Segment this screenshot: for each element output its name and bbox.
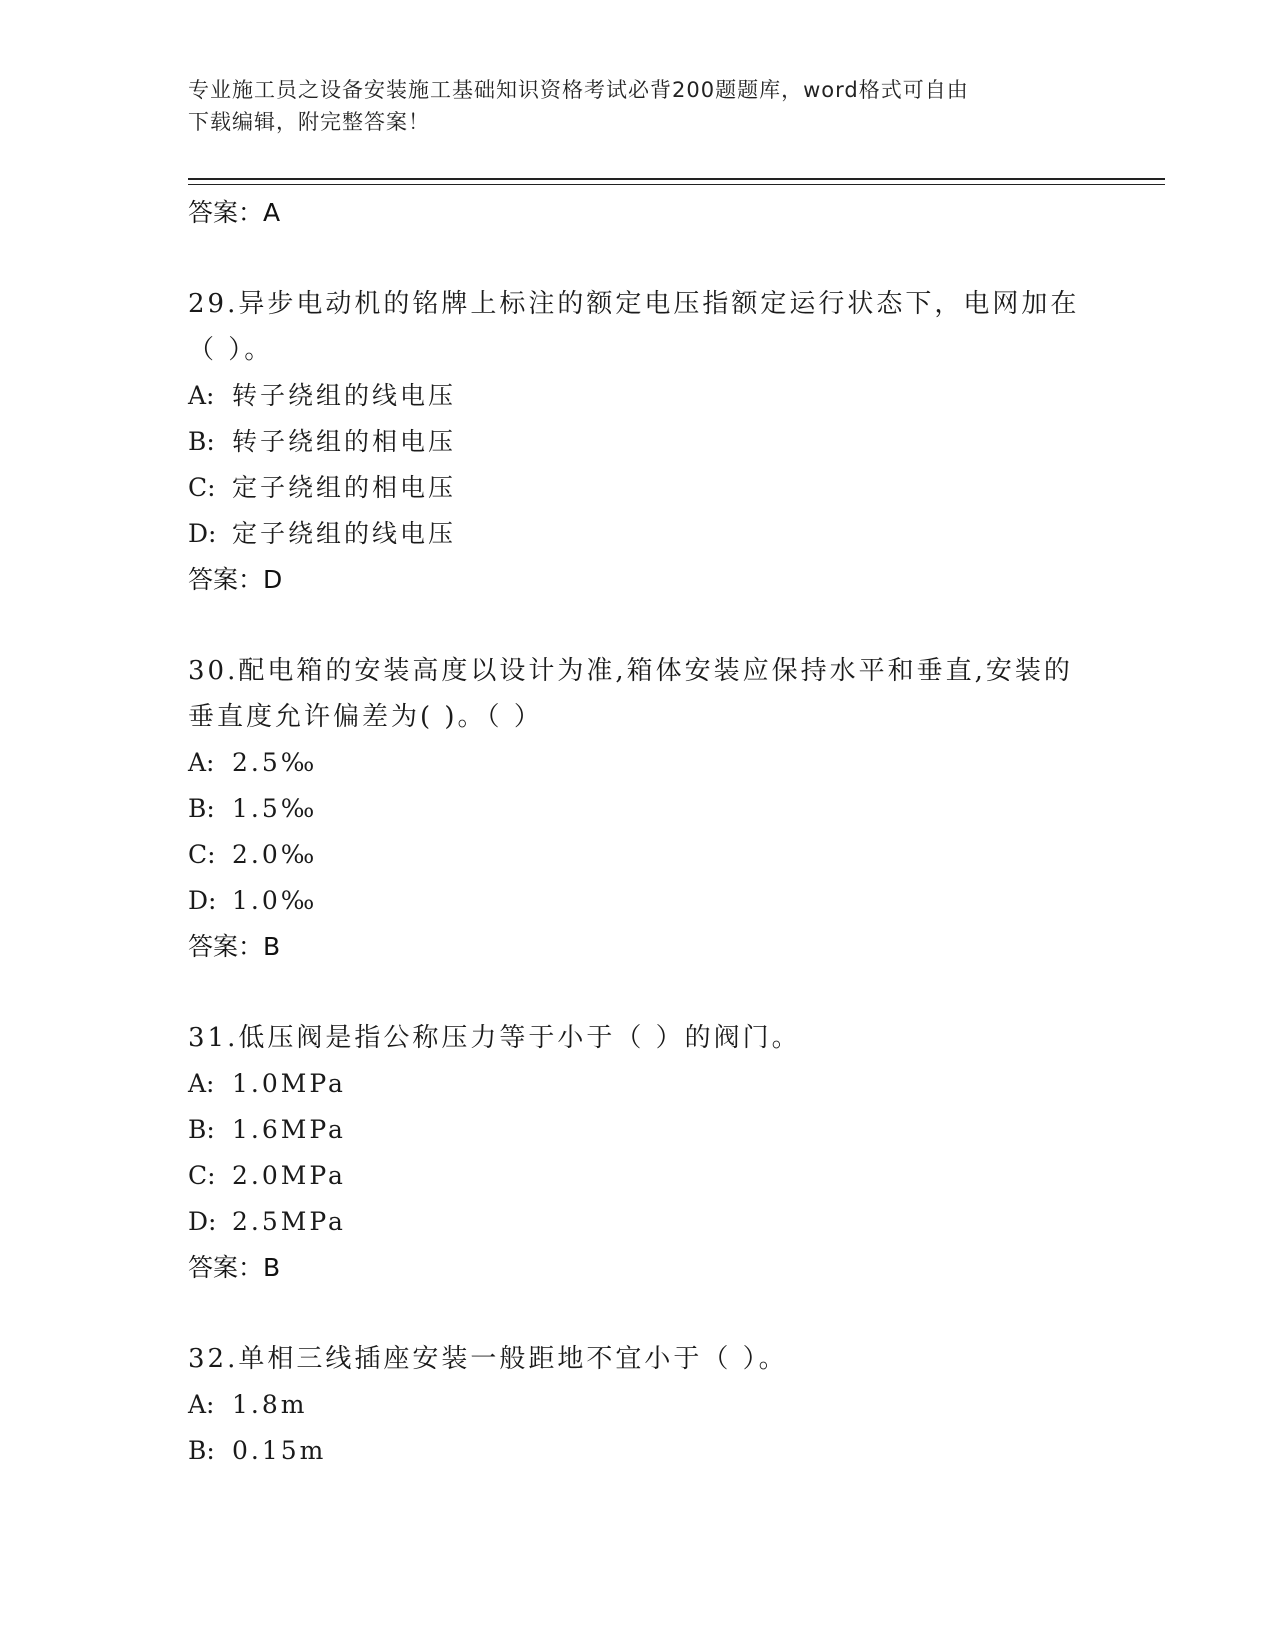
option-b	[188, 1107, 1088, 1153]
option-key: A:	[188, 381, 215, 410]
option-a	[188, 1382, 1088, 1428]
option-a	[188, 1061, 1088, 1107]
option-key: D:	[188, 1207, 217, 1236]
option-key: A:	[188, 1069, 215, 1098]
header-line-1: 专业施工员之设备安装施工基础知识资格考试必背200题题库，word格式可自由	[188, 78, 969, 102]
option-c	[188, 465, 1088, 511]
option-d	[188, 511, 1088, 557]
option-text: 2.0‰	[232, 840, 318, 869]
option-b	[188, 786, 1088, 832]
option-text: 1.5‰	[232, 794, 318, 823]
question-29	[188, 281, 1088, 603]
option-text: 1.0‰	[232, 886, 318, 915]
option-key: D:	[188, 886, 217, 915]
previous-answer: 答案：A	[188, 198, 281, 227]
option-text: 转子绕组的相电压	[232, 427, 457, 456]
option-text: 定子绕组的相电压	[232, 473, 457, 502]
header-line-2: 下载编辑，附完整答案！	[188, 110, 430, 134]
option-text: 1.8m	[232, 1390, 308, 1419]
spacer	[188, 236, 1088, 281]
spacer	[188, 970, 1088, 1015]
option-text: 2.5‰	[232, 748, 318, 777]
option-a	[188, 373, 1088, 419]
question-text: 32.单相三线插座安装一般距地不宜小于（ ）。	[188, 1344, 788, 1374]
header-divider-thin	[188, 184, 1165, 185]
option-d	[188, 878, 1088, 924]
option-key: B:	[188, 1436, 215, 1465]
answer-line: 答案：B	[188, 932, 281, 961]
question-32	[188, 1336, 1088, 1474]
option-c	[188, 832, 1088, 878]
option-text: 2.0MPa	[232, 1161, 346, 1190]
option-key: A:	[188, 748, 215, 777]
question-text: 垂直度允许偏差为( )。（ ）	[188, 702, 543, 732]
option-key: C:	[188, 1161, 216, 1190]
question-31	[188, 1015, 1088, 1291]
option-key: A:	[188, 1390, 215, 1419]
option-text: 1.6MPa	[232, 1115, 346, 1144]
answer-line: 答案：D	[188, 565, 283, 594]
spacer	[188, 1291, 1088, 1336]
question-text: 30.配电箱的安装高度以设计为准,箱体安装应保持水平和垂直,安装的	[188, 656, 1073, 686]
option-key: C:	[188, 840, 216, 869]
header-divider-thick	[188, 178, 1165, 180]
option-key: B:	[188, 1115, 215, 1144]
option-text: 2.5MPa	[232, 1207, 346, 1236]
question-text: 31.低压阀是指公称压力等于小于（ ）的阀门。	[188, 1023, 801, 1053]
option-text: 定子绕组的线电压	[232, 519, 457, 548]
question-30	[188, 648, 1088, 970]
option-c	[188, 1153, 1088, 1199]
option-key: D:	[188, 519, 217, 548]
answer-line: 答案：B	[188, 1253, 281, 1282]
question-text: （ ）。	[188, 335, 274, 365]
spacer	[188, 603, 1088, 648]
option-b	[188, 1428, 1088, 1474]
option-d	[188, 1199, 1088, 1245]
question-list	[188, 190, 1088, 1474]
option-b	[188, 419, 1088, 465]
option-key: C:	[188, 473, 216, 502]
document-header	[188, 74, 1088, 138]
option-key: B:	[188, 794, 215, 823]
question-text: 29.异步电动机的铭牌上标注的额定电压指额定运行状态下，电网加在	[188, 289, 1080, 319]
option-text: 转子绕组的线电压	[232, 381, 457, 410]
option-a	[188, 740, 1088, 786]
option-key: B:	[188, 427, 215, 456]
option-text: 1.0MPa	[232, 1069, 346, 1098]
option-text: 0.15m	[232, 1436, 327, 1465]
